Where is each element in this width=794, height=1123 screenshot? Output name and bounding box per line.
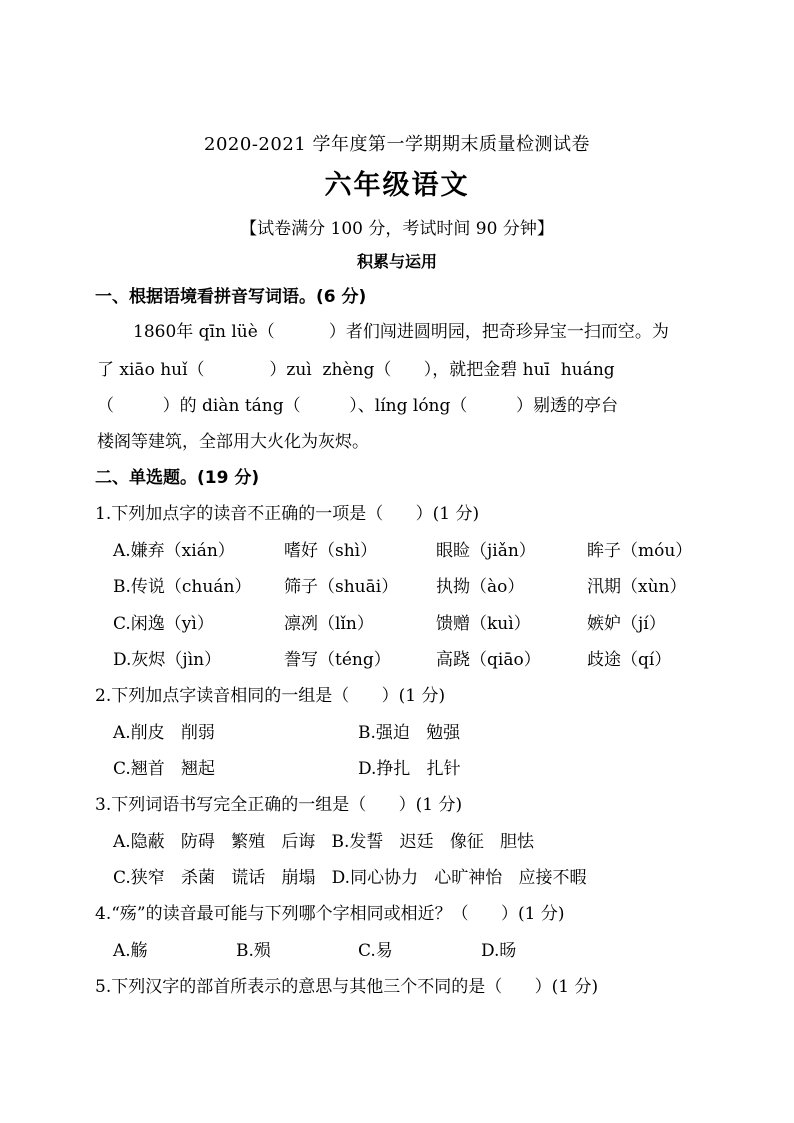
part1-line-2: 了 xiāo huǐ（ ）zuì zhèng（ ），就把金碧 huī huáng (97, 360, 615, 380)
part2-heading: 二、单选题。(19 分) (95, 468, 260, 488)
q2-option-d: D.挣扎 扎针 (358, 759, 461, 779)
section-name: 积累与运用 (356, 252, 437, 271)
q1-option-cell: A.嫌弃（xián） (113, 541, 235, 561)
q4-option-d: D.旸 (481, 941, 517, 961)
q1-option-cell: 高跷（qiāo） (436, 650, 541, 670)
exam-info: 【试卷满分 100 分，考试时间 90 分钟】 (240, 219, 554, 239)
q2-option-c: C.翘首 翘起 (113, 759, 216, 779)
q2-stem: 2.下列加点字读音相同的一组是（ ）(1 分) (95, 686, 446, 706)
q1-option-cell: 嫉妒（jí） (587, 614, 666, 634)
exam-title: 2020-2021 学年度第一学期期末质量检测试卷 (204, 134, 590, 155)
q2-option-a: A.削皮 削弱 (113, 723, 215, 743)
q1-option-cell: B.传说（chuán） (113, 577, 252, 597)
q1-stem: 1.下列加点字的读音不正确的一项是（ ）(1 分) (95, 504, 480, 524)
q1-option-cell: 馈赠（kuì） (436, 614, 531, 634)
subject-title: 六年级语文 (324, 170, 470, 201)
part1-heading: 一、根据语境看拼音写词语。(6 分) (95, 287, 367, 307)
q3-options-line-2: C.狭窄 杀菌 谎话 崩塌 D.同心协力 心旷神怡 应接不暇 (113, 868, 587, 888)
q1-option-cell: 筛子（shuāi） (284, 577, 399, 597)
q1-option-cell: 誊写（téng） (284, 650, 391, 670)
q1-option-cell: 眼睑（jiǎn） (436, 541, 536, 561)
q1-option-cell: 凛冽（lǐn） (284, 614, 374, 634)
q4-option-b: B.殒 (236, 941, 271, 961)
q1-option-cell: 执拗（ào） (436, 577, 525, 597)
q3-options-line-1: A.隐蔽 防碍 繁殖 后诲 B.发誓 迟廷 像征 胆怯 (113, 832, 535, 852)
q1-option-cell: 歧途（qí） (587, 650, 672, 670)
q4-stem: 4.“殇”的读音最可能与下列哪个字相同或相近？（ ）(1 分) (95, 904, 565, 924)
part1-line-3: （ ）的 diàn táng（ ）、líng lóng（ ）剔透的亭台 (97, 396, 619, 416)
part1-line-4: 楼阁等建筑，全部用大火化为灰烬。 (97, 432, 369, 452)
part1-line-1: 1860年 qīn lüè（ ）者们闯进圆明园，把奇珍异宝一扫而空。为 (133, 322, 669, 342)
q1-option-cell: D.灰烬（jìn） (113, 650, 222, 670)
q1-option-cell: 嗜好（shì） (284, 541, 378, 561)
q5-stem: 5.下列汉字的部首所表示的意思与其他三个不同的是（ ）(1 分) (95, 977, 599, 997)
q1-option-cell: 眸子（móu） (587, 541, 693, 561)
q4-option-c: C.易 (358, 941, 393, 961)
q4-option-a: A.觞 (113, 941, 148, 961)
q1-option-cell: 汛期（xùn） (587, 577, 687, 597)
q2-option-b: B.强迫 勉强 (358, 723, 461, 743)
q3-stem: 3.下列词语书写完全正确的一组是（ ）(1 分) (95, 795, 463, 815)
q1-option-cell: C.闲逸（yì） (113, 614, 214, 634)
